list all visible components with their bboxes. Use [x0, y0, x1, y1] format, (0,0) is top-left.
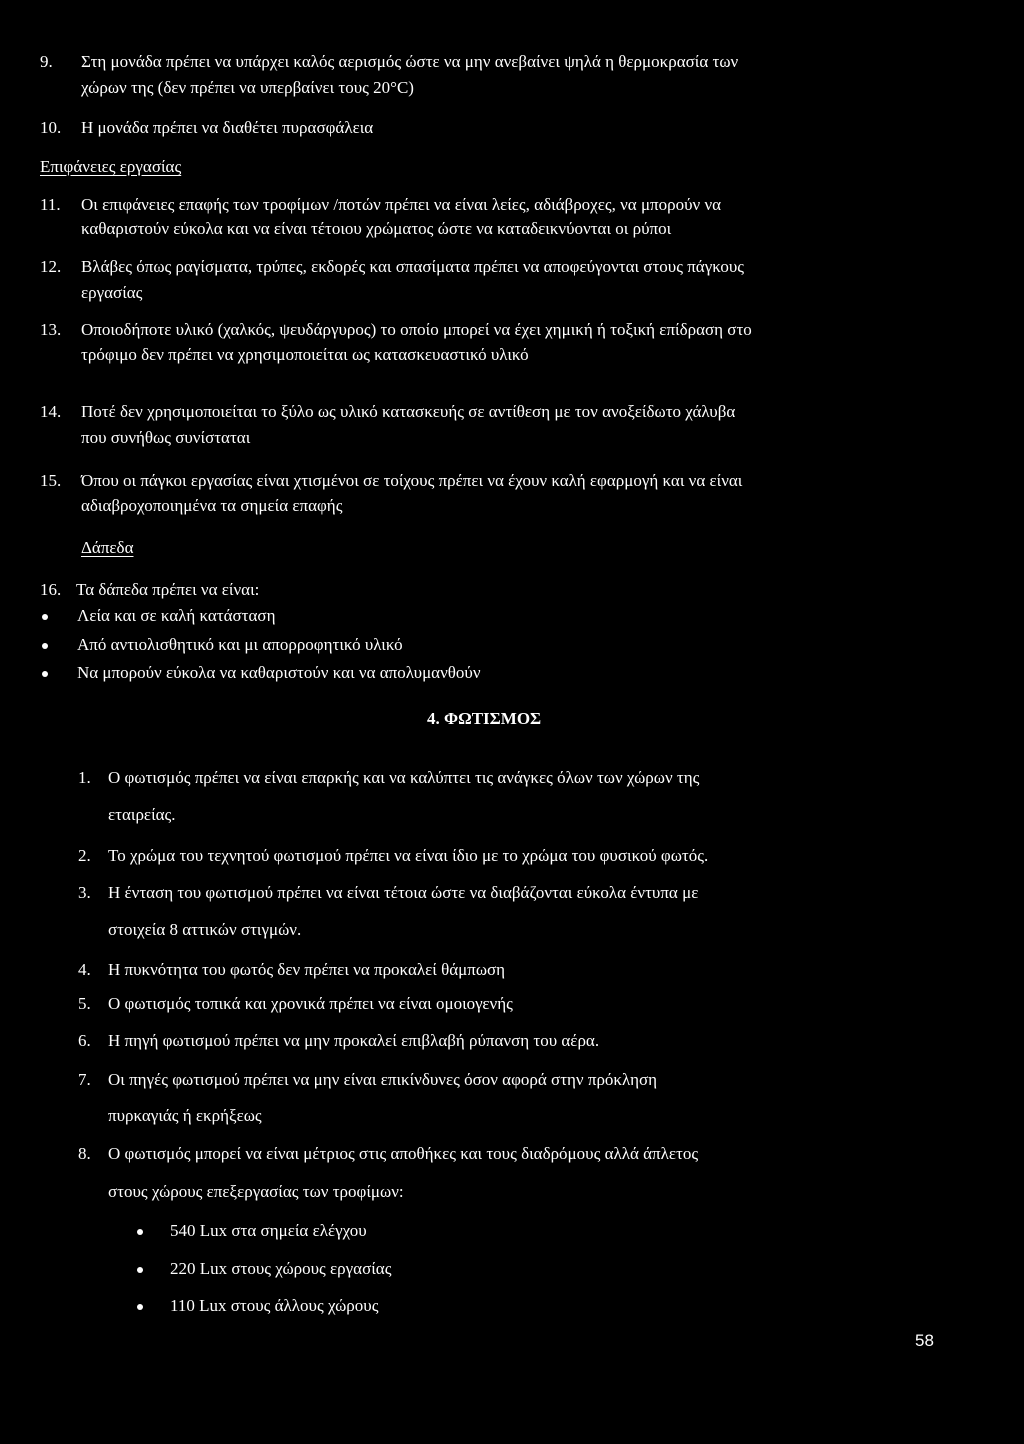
- bullet-text: 220 Lux στους χώρους εργασίας: [170, 1259, 392, 1278]
- section-heading-surfaces: Επιφάνειες εργασίας: [40, 157, 182, 176]
- item-text: Το χρώμα του τεχνητού φωτισμού πρέπει να είναι ίδιο με το χρώμα του φυσικού φωτός.: [108, 846, 709, 865]
- item-number: 10.: [40, 118, 62, 137]
- item-text: στους χώρους επεξεργασίας των τροφίμων:: [108, 1182, 404, 1201]
- item-number: 2.: [78, 846, 91, 865]
- bullet-icon: [137, 1229, 143, 1235]
- bullet-text: Λεία και σε καλή κατάσταση: [77, 606, 276, 625]
- bullet-text: 540 Lux στα σημεία ελέγχου: [170, 1221, 367, 1240]
- item-text: Ποτέ δεν χρησιμοποιείται το ξύλο ως υλικό κατασκευής σε αντίθεση με τον ανοξείδωτο χάλυβα: [81, 402, 736, 421]
- section-heading-floors: Δάπεδα: [81, 538, 134, 557]
- bullet-icon: [137, 1267, 143, 1273]
- item-text: Οποιοδήποτε υλικό (χαλκός, ψευδάργυρος) το οποίο μπορεί να έχει χημική ή τοξική επίδραση στο: [81, 320, 752, 339]
- item-text: Όπου οι πάγκοι εργασίας είναι χτισμένοι σε τοίχους πρέπει να έχουν καλή εφαρμογή και να είναι: [81, 471, 743, 490]
- bullet-icon: [42, 614, 48, 620]
- item-text: Οι πηγές φωτισμού πρέπει να μην είναι επικίνδυνες όσον αφορά στην πρόκληση: [108, 1070, 658, 1089]
- item-text: εργασίας: [81, 283, 143, 302]
- item-text: χώρων της (δεν πρέπει να υπερβαίνει τους 20°C): [81, 78, 414, 97]
- item-number: 6.: [78, 1031, 91, 1050]
- item-number: 15.: [40, 471, 62, 490]
- item-number: 9.: [40, 52, 53, 71]
- item-number: 7.: [78, 1070, 91, 1089]
- item-text: Ο φωτισμός πρέπει να είναι επαρκής και να καλύπτει τις ανάγκες όλων των χώρων της: [108, 768, 700, 787]
- item-text: Η πυκνότητα του φωτός δεν πρέπει να προκαλεί θάμπωση: [108, 960, 506, 979]
- bullet-icon: [42, 643, 48, 649]
- bullet-icon: [42, 671, 48, 677]
- item-text: Ο φωτισμός τοπικά και χρονικά πρέπει να είναι ομοιογενής: [108, 994, 513, 1013]
- item-text: αδιαβροχοποιημένα τα σημεία επαφής: [81, 496, 343, 515]
- item-text: Τα δάπεδα πρέπει να είναι:: [76, 580, 260, 599]
- bullet-text: 110 Lux στους άλλους χώρους: [170, 1296, 379, 1315]
- bullet-text: Από αντιολισθητικό και μι απορροφητικό υλικό: [77, 635, 403, 654]
- item-number: 1.: [78, 768, 91, 787]
- item-text: Οι επιφάνειες επαφής των τροφίμων /ποτών πρέπει να είναι λείες, αδιάβροχες, να μπορούν να: [81, 195, 722, 214]
- item-text: Στη μονάδα πρέπει να υπάρχει καλός αερισμός ώστε να μην ανεβαίνει ψηλά η θερμοκρασία των: [81, 52, 739, 71]
- bullet-icon: [137, 1304, 143, 1310]
- item-number: 13.: [40, 320, 62, 339]
- item-number: 16.: [40, 580, 62, 599]
- item-number: 8.: [78, 1144, 91, 1163]
- item-text: Η ένταση του φωτισμού πρέπει να είναι τέτοια ώστε να διαβάζονται εύκολα έντυπα με: [108, 883, 699, 902]
- page-number: 58: [915, 1331, 934, 1350]
- item-text: εταιρείας.: [108, 805, 176, 824]
- item-text: που συνήθως συνίσταται: [81, 428, 251, 447]
- bullet-text: Να μπορούν εύκολα να καθαριστούν και να απολυμανθούν: [77, 663, 481, 682]
- item-text: καθαριστούν εύκολα και να είναι τέτοιου χρώματος ώστε να καταδεικνύονται οι ρύποι: [81, 219, 672, 238]
- item-number: 12.: [40, 257, 62, 276]
- item-text: στοιχεία 8 αττικών στιγμών.: [108, 920, 302, 939]
- item-text: τρόφιμο δεν πρέπει να χρησιμοποιείται ως κατασκευαστικό υλικό: [81, 345, 529, 364]
- item-text: Βλάβες όπως ραγίσματα, τρύπες, εκδορές και σπασίματα πρέπει να αποφεύγονται στους πάγκους: [81, 257, 745, 276]
- item-number: 11.: [40, 195, 61, 214]
- item-text: Η μονάδα πρέπει να διαθέτει πυρασφάλεια: [81, 118, 374, 137]
- item-text: Ο φωτισμός μπορεί να είναι μέτριος στις αποθήκες και τους διαδρόμους αλλά άπλετος: [108, 1144, 699, 1163]
- item-text: Η πηγή φωτισμού πρέπει να μην προκαλεί επιβλαβή ρύπανση του αέρα.: [108, 1031, 600, 1050]
- section-heading-lighting: 4. ΦΩΤΙΣΜΟΣ: [427, 709, 542, 728]
- item-number: 5.: [78, 994, 91, 1013]
- item-number: 14.: [40, 402, 62, 421]
- item-number: 3.: [78, 883, 91, 902]
- item-text: πυρκαγιάς ή εκρήξεως: [108, 1106, 262, 1125]
- item-number: 4.: [78, 960, 91, 979]
